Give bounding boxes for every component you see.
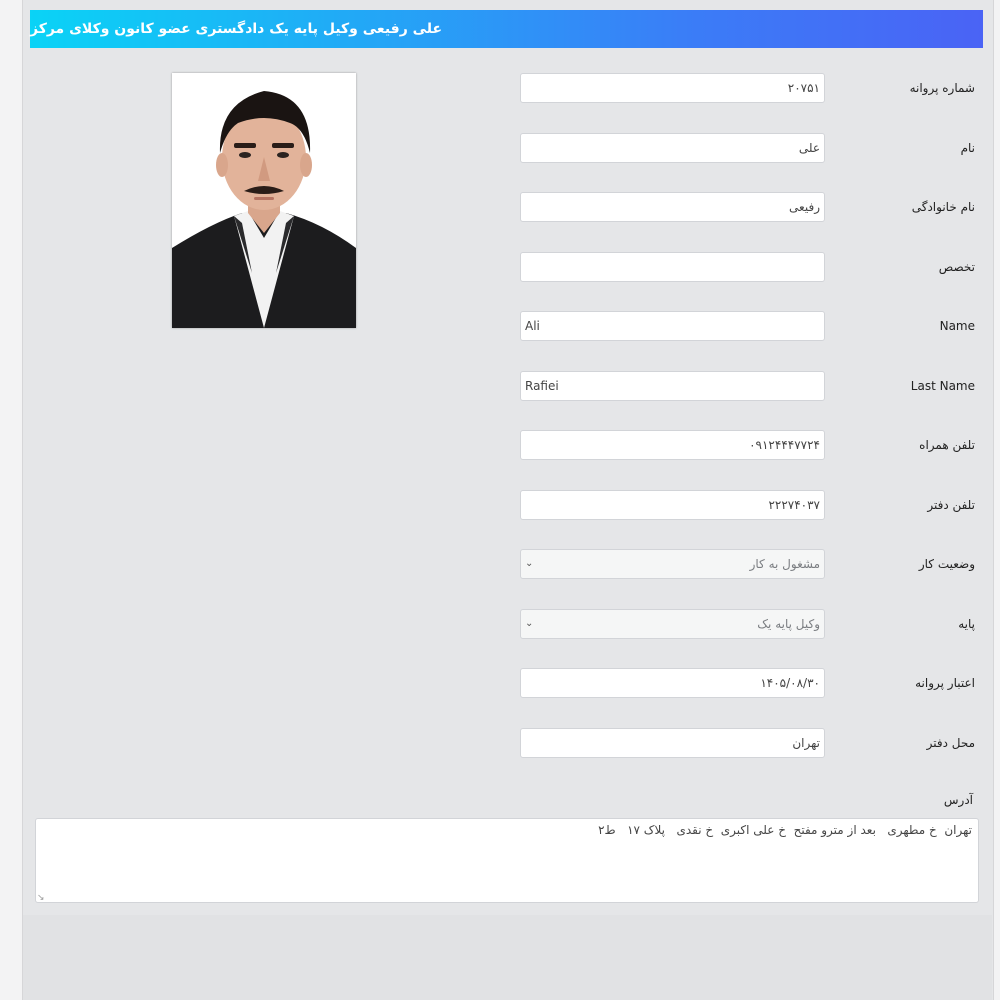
office-phone-label: تلفن دفتر	[927, 498, 975, 512]
form-row-last-name-en	[520, 371, 985, 401]
form-row-office-location	[520, 728, 985, 758]
chevron-down-icon: ⌄	[525, 618, 534, 629]
specialty-input[interactable]	[520, 252, 825, 282]
name-en-label: Name	[939, 319, 975, 333]
last-name-en-label: Last Name	[910, 379, 975, 393]
license-number-input[interactable]: ۲۰۷۵۱	[520, 73, 825, 103]
page-title: علی رفیعی وکیل پایه یک دادگستری عضو کانون وکلای مرکز	[30, 21, 443, 37]
work-status-label: وضعیت کار	[918, 557, 975, 571]
grade-label: پایه	[958, 617, 975, 631]
last-name-en-input[interactable]: Rafiei	[520, 371, 825, 401]
page-header	[30, 10, 983, 48]
form-row-first-name-fa	[520, 133, 985, 163]
form-row-work-status	[520, 549, 985, 579]
name-en-input[interactable]: Ali	[520, 311, 825, 341]
portrait-image	[172, 73, 356, 328]
form-row-license-validity	[520, 668, 985, 698]
license-number-label: شماره پروانه	[909, 81, 975, 95]
first-name-fa-label: نام	[960, 141, 975, 155]
license-validity-label: اعتبار پروانه	[915, 676, 975, 690]
form-row-grade	[520, 609, 985, 639]
grade-select[interactable]	[520, 609, 825, 639]
profile-photo	[172, 73, 356, 328]
specialty-label: تخصص	[938, 260, 975, 274]
address-textarea[interactable]: تهران خ مطهری بعد از مترو مفتح خ علی اکبری خ نقدی پلاک ۱۷ ط۲	[35, 818, 979, 903]
mobile-label: تلفن همراه	[919, 438, 975, 452]
first-name-fa-input[interactable]: علی	[520, 133, 825, 163]
form-row-name-en	[520, 311, 985, 341]
office-location-label: محل دفتر	[926, 736, 975, 750]
footer-area	[23, 915, 992, 1000]
mobile-input[interactable]: ۰۹۱۲۴۴۴۷۷۲۴	[520, 430, 825, 460]
form-row-office-phone	[520, 490, 985, 520]
address-label: آدرس	[943, 793, 973, 807]
office-phone-input[interactable]: ۲۲۲۷۴۰۳۷	[520, 490, 825, 520]
license-validity-input[interactable]: ۱۴۰۵/۰۸/۳۰	[520, 668, 825, 698]
resize-handle-icon[interactable]: ↘	[37, 893, 45, 903]
office-location-input[interactable]: تهران	[520, 728, 825, 758]
last-name-fa-label: نام خانوادگی	[911, 200, 975, 214]
form-row-mobile	[520, 430, 985, 460]
last-name-fa-input[interactable]: رفیعی	[520, 192, 825, 222]
work-status-value: مشغول به کار	[749, 557, 820, 571]
form-row-specialty	[520, 252, 985, 282]
form-row-license-number	[520, 73, 985, 103]
grade-value: وکیل پایه یک	[757, 617, 820, 631]
form-row-last-name-fa	[520, 192, 985, 222]
chevron-down-icon: ⌄	[525, 558, 534, 569]
work-status-select[interactable]	[520, 549, 825, 579]
